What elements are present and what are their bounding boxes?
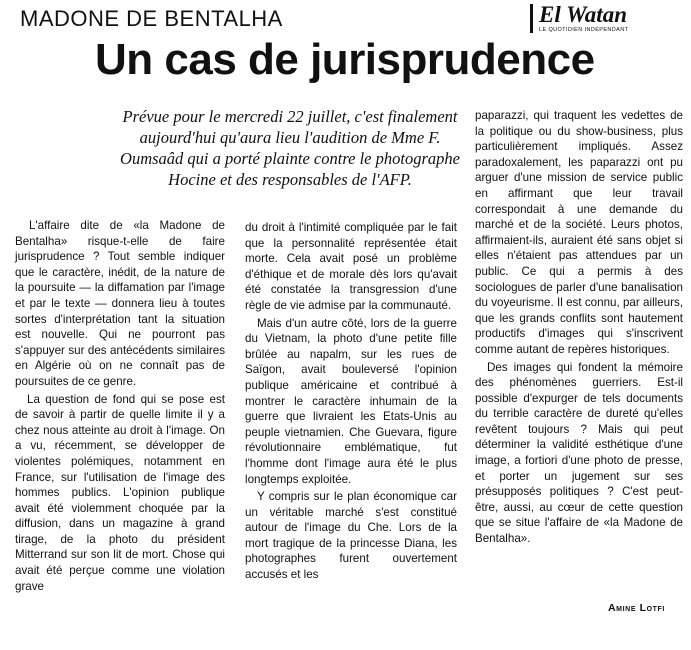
article-column-3: [475, 108, 683, 549]
newspaper-tagline: LE QUOTIDIEN INDÉPENDANT: [539, 27, 629, 33]
newspaper-masthead: [530, 4, 689, 33]
article-column-2: [245, 220, 457, 585]
paragraph: La question de fond qui se pose est de savoir à partir de quelle limite il y a chez nous atteinte au droit à l'image. On a vu, récemment, se développer de violentes polémiques, notamment en France, sur l'utilisation de l'image des hommes publics. L'opinion publique avait été violemment choquée par la diffusion, dans un magazine à grand tirage, de la photo du président Mitterrand sur son lit de mort. Chose qui avait été perçue comme une violation grave: [15, 392, 225, 593]
author-signature: Amine Lotfi: [608, 602, 665, 614]
article-column-1: [15, 218, 225, 596]
paragraph: Des images qui fondent la mémoire des phénomènes guerriers. Est-il possible d'expurger de tels documents du terrible caractère de dureté qu'elles revêtent toujours ? Mais qui peut déterminer la validité esthétique d'une image, a fortiori d'une photo de presse, et porter un jugement sur ses présupposés politiques ? C'est peut-être, aussi, au cœur de cette question que se situe l'affaire de «la Madone de Bentalha».: [475, 360, 683, 546]
paragraph: paparazzi, qui traquent les vedettes de la politique ou du show-business, plus particulièrement impliqués. Assez paradoxalement, les paparazzi ont pu arguer d'une mission de service public en affirmant que leur travail correspondait à une demande du marché et de la société. Leurs photos, affirmaient-ils, auraient été sans objet si elles n'étaient pas attendues par un public. Ce qui a permis à des sociologues de parler d'une banalisation du voyeurisme. Il est connu, par ailleurs, que les grands conflits sont hautement productifs d'images qui s'inscrivent comme autant de repères historiques.: [475, 109, 683, 356]
newspaper-name: El Watan: [539, 2, 627, 27]
standfirst: Prévue pour le mercredi 22 juillet, c'est finalement aujourd'hui qu'aura lieu l'audition de Mme F. Oumsaâd qui a porté plainte contre le photographe Hocine et des responsables de l'AFP.: [120, 107, 460, 189]
paragraph: L'affaire dite de «la Madone de Bentalha» risque-t-elle de faire jurisprudence ? Tout semble indiquer que le caractère, inédit, de la nature de la poursuite — la diffamation par l'image et par le texte — donnera lieu à toutes sortes d'interprétation tant la situation est nouvelle. Qui ne pourront pas s'appuyer sur des antécédents similaires en Algérie où on ne connaît pas de poursuites de ce genre.: [15, 219, 225, 388]
paragraph: Y compris sur le plan économique car un véritable marché s'est constitué autour de l'image du Che. Lors de la mort tragique de la princesse Diana, les photographes furent ouvertement accusés et les: [245, 490, 457, 582]
paragraph: Mais d'un autre côté, lors de la guerre du Vietnam, la photo d'une petite fille brûlée au napalm, sur les rues de Saïgon, avait bouleversé l'opinion publique américaine et contribué à montrer le caractère inhumain de la guerre que livraient les Etats-Unis au peuple vietnamien. Che Guevara, figure révolutionnaire emblématique, fut l'homme dont l'image aura été le plus longtemps exploitée.: [245, 316, 457, 486]
kicker: MADONE DE BENTALHA: [20, 6, 283, 31]
headline: Un cas de jurisprudence: [95, 35, 595, 84]
paragraph: du droit à l'intimité compliquée par le fait que la personnalité représentée était morte. Cela avait posé un problème d'éthique et de morale dès lors qu'avait été constatée la transgression d'une règle de vie admise par la communauté.: [245, 221, 457, 312]
